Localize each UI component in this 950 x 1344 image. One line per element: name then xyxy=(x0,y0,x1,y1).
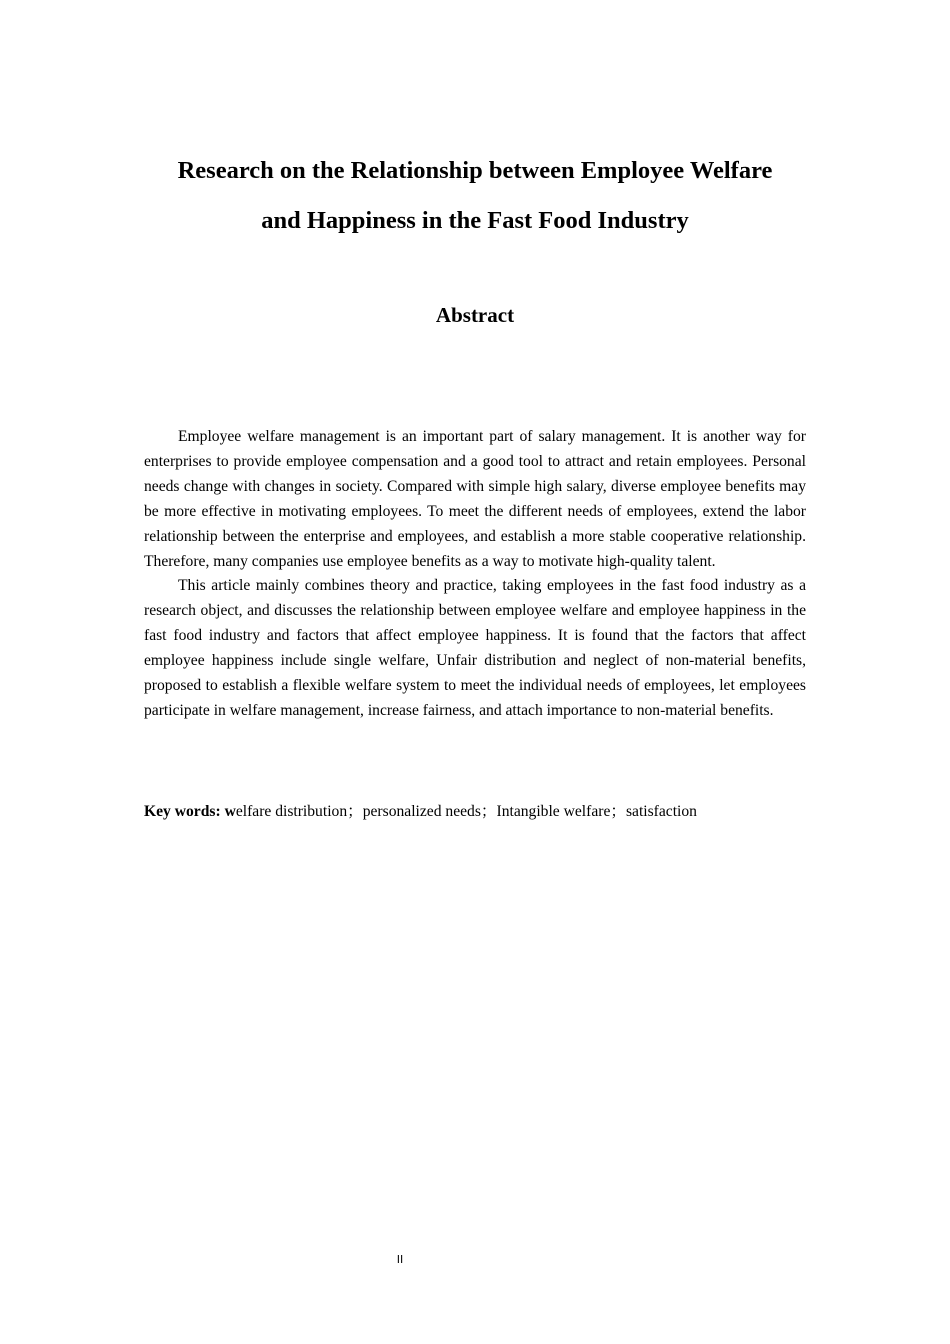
paper-title xyxy=(120,146,830,246)
keywords-list: elfare distribution；personalized needs；Intangible welfare；satisfaction xyxy=(235,803,697,820)
abstract-paragraph-2: This article mainly combines theory and practice, taking employees in the fast food industry as a research object, and discusses the relationship between employee welfare and employee happiness in the fast food industry and factors that affect employee happiness. It is found that the factors that affect employee happiness include single welfare, Unfair distribution and neglect of non-material benefits, proposed to establish a flexible welfare system to meet the individual needs of employees, let employees participate in welfare management, increase fairness, and attach importance to non-material benefits. xyxy=(144,577,806,719)
keywords-label: Key words: xyxy=(144,803,225,820)
abstract-body xyxy=(144,425,806,724)
keywords-first-letter: w xyxy=(224,803,236,820)
title-line-2: and Happiness in the Fast Food Industry xyxy=(261,207,689,234)
keywords-line xyxy=(144,799,806,824)
abstract-heading: Abstract xyxy=(435,303,515,327)
abstract-paragraph-1: Employee welfare management is an important part of salary management. It is another way for enterprises to provide employee compensation and a good tool to attract and retain employees. Personal needs change with changes in society. Compared with simple high salary, diverse employee benefits may be more effective in motivating employees. To meet the different needs of employees, extend the labor relationship between the enterprise and employees, and establish a more stable cooperative relationship. Therefore, many companies use employee benefits as a way to motivate high-quality talent. xyxy=(144,428,806,570)
title-line-1: Research on the Relationship between Employee Welfare xyxy=(177,157,773,184)
page-number: II xyxy=(396,1253,404,1266)
